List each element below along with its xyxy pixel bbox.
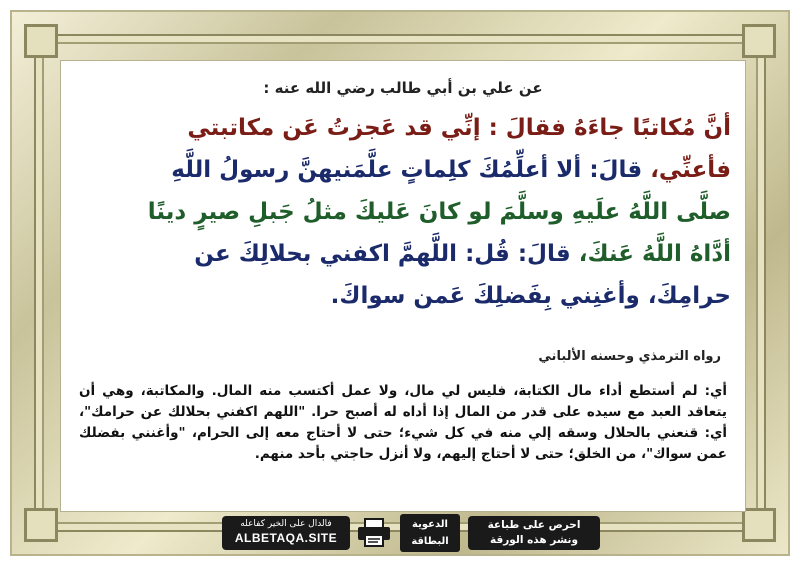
print-line: ونشر هذه الورقة <box>490 534 578 546</box>
hadith-line-2 <box>75 149 731 191</box>
logo-line: الدعوية <box>412 519 448 530</box>
frame-corner <box>742 508 776 542</box>
site-tagline: فالدال على الخير كفاعله <box>240 519 332 529</box>
hadith-fragment: قالَ: قُل: اللَّهمَّ اكفني بحلالِكَ عن <box>194 241 571 267</box>
card-frame <box>10 10 790 556</box>
printer-icon <box>356 518 392 548</box>
content-panel <box>60 60 746 512</box>
hadith-text <box>75 107 731 317</box>
frame-corner <box>742 24 776 58</box>
logo-line: البطاقة <box>411 536 449 547</box>
narrator-line: عن علي بن أبي طالب رضي الله عنه : <box>263 79 543 97</box>
source-citation: رواه الترمذي وحسنه الألباني <box>538 349 721 364</box>
hadith-line-1: أنَّ مُكاتبًا جاءَهُ فقالَ : إنِّي قد عَجزتُ عَن مكاتبتي <box>187 115 731 141</box>
hadith-fragment: فأعنِّي، <box>642 157 731 183</box>
print-reminder <box>468 516 600 550</box>
explanation-text: أي: لم أستطع أداء مال الكتابة، فليس لي مال، ولا عمل أكتسب منه المال. والمكاتبة، وهي أن يتعاقد العبد مع سيده على قدر من المال إذا أداه له أصبح حرا. "اللهم اكفني بحلالك عن حرامك"، أي: قنعني بالحلال وسقه إلي منه في كل شيء؛ حتى لا أحتاج معه إلى الحرام، "وأغنني بفضلك عمن سواك"، من الخلق؛ حتى لا أحتاج إليهم، ولا أنزل حاجتي بأحد منهم. <box>79 383 727 462</box>
hadith-line-5: حرامِكَ، وأغنِني بِفَضلِكَ عَمن سواكَ. <box>330 283 731 309</box>
footer-bar <box>222 514 602 554</box>
print-line: احرص على طباعة <box>487 519 581 531</box>
site-link[interactable] <box>222 516 350 550</box>
site-url: ALBETAQA.SITE <box>234 531 338 545</box>
logo <box>400 514 460 552</box>
hadith-line-3: صلَّى اللَّهُ علَيهِ وسلَّمَ لو كانَ عَليكَ مثلُ جَبلِ صيرٍ دينًا <box>147 199 731 225</box>
hadith-fragment: أدَّاهُ اللَّهُ عَنكَ، <box>570 241 731 267</box>
hadith-fragment: قالَ: ألا أعلِّمُكَ كلِماتٍ علَّمَنيهنَّ رسولُ اللَّهِ <box>171 157 643 183</box>
frame-corner <box>24 24 58 58</box>
hadith-line-4 <box>75 233 731 275</box>
frame-corner <box>24 508 58 542</box>
